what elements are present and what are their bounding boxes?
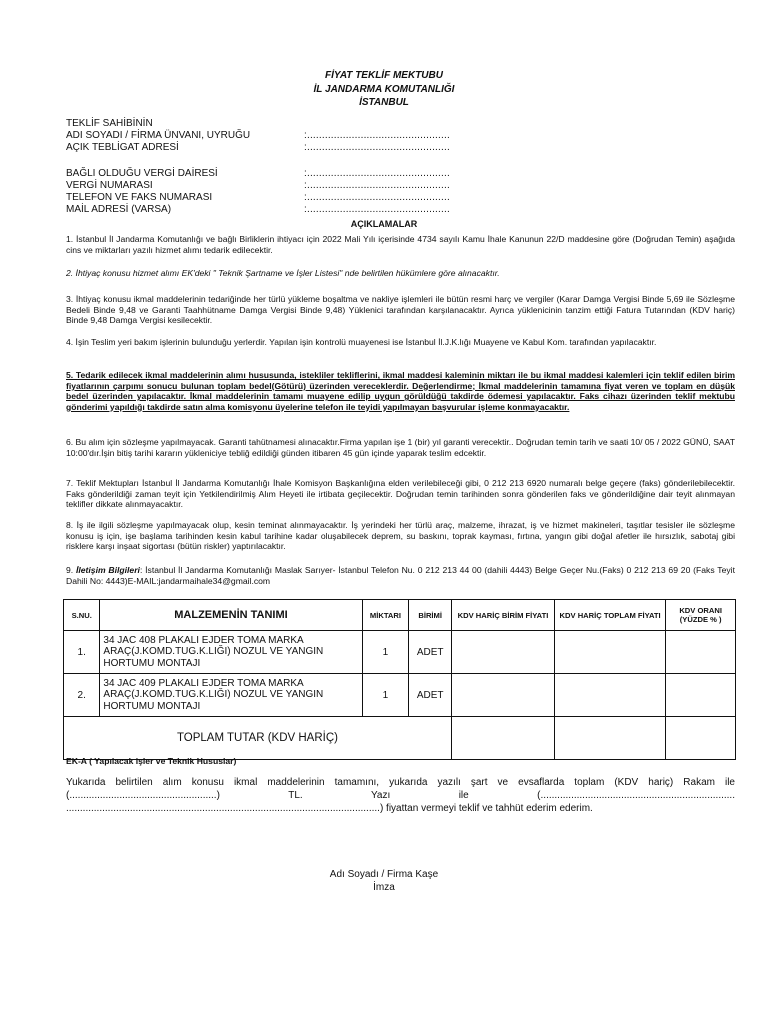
col-header-quantity: MİKTARI [362,600,409,631]
row-unit: ADET [409,631,452,674]
row-unit: ADET [409,674,452,717]
row-unit-price[interactable] [451,631,554,674]
contact-info-label: İletişim Bilgileri [75,565,140,575]
paragraph-8: 8. İş ile ilgili sözleşme yapılmayacak olup, kesin teminat alınmayacaktır. İş yerindeki her türlü araç, malzeme, ihrazat, iş ve hizmet makineleri, taşıtlar tesisler ile sözleşme konusu iş için, işe başlama tarihinden kesin kabul tarihine kadar oluşabilecek deprem, su baskını, toprak kayması, fırtına, yangın gibi doğal afetler ile hırsızlık, sabotaj gibi risklere karşı inşaat sigortası (bütün riskler) yaptırılacaktır. [66,520,735,552]
paragraph-9 [66,565,735,586]
paragraph-2: 2. İhtiyaç konusu hizmet alımı EK'deki " Teknik Şartname ve İşler Listesi" nde belirtilen hükümlere göre alınacaktır. [66,268,500,278]
paragraph-7: 7. Teklif Mektupları İstanbul İl Jandarma Komutanlığı İhale Komisyon Başkanlığına elden verilebileceği gibi, 0 212 213 6920 numaralı belge geçere (faks) gönderilebilecektir. Faks gönderildiği zaman teyit için Yetkilendirilmiş Alım Heyeti ile irtibata geçilecektir. Doğrudan temin tarihinden sonra gönderilen faks ve gönderildiğine dair teyit alınmayan teklifler dikkate alınmayacaktır. [66,478,735,510]
signature-label: İmza [373,882,395,893]
authority-name: İL JANDARMA KOMUTANLIĞI [313,84,455,95]
row-description: 34 JAC 408 PLAKALI EJDER TOMA MARKA ARAÇ(J.KOMD.TUG.K.LIĞI) NOZUL VE YANGIN HORTUMU MONTAJI [100,631,362,674]
document-title: FİYAT TEKLİF MEKTUBU [325,70,443,81]
sender-address-label: AÇIK TEBLİGAT ADRESİ [66,142,179,153]
annex-a-note: EK-A ( Yapılacak işler ve Teknik Hususlar) [66,756,237,766]
tax-office-label: BAĞLI OLDUĞU VERGİ DAİRESİ [66,168,218,179]
total-price-cell[interactable] [554,717,665,760]
table-header-row [64,600,736,631]
row-total-price[interactable] [554,631,665,674]
paragraph-4: 4. İşin Teslim yeri bakım işlerinin bulunduğu yerlerdir. Yapılan işin kontrolü muayenesi ise İstanbul İl.J.K.lığı Muayene ve Kabul Kom. tarafından yapılacaktır. [66,337,657,347]
col-header-unit: BİRİMİ [409,600,452,631]
tax-number-field[interactable]: :................................................ [304,180,450,191]
mail-address-field[interactable]: :................................................ [304,204,450,215]
sender-address-field[interactable]: :................................................ [304,142,450,153]
authority-city: İSTANBUL [359,97,409,108]
paragraph-3: 3. İhtiyaç konusu ikmal maddelerinin tedariğinde her türlü yükleme boşaltma ve nakliye işlemleri ile bütün resmi harç ve vergiler (Karar Damga Vergisi Binde 5,69 ile Sözleşme Bedeli Binde 9,48 ve Garanti Taahhütname Damga Vergisi Binde 9,48) Yüklenici tarafından karşılanacaktır. Ayrıca yüklenicinin tanzim ettiği Fatura Tutarından (KDV hariç) Binde 9,48 Damga Vergisi kesilecektir. [66,294,735,326]
paragraph-9-number: 9. [66,565,76,575]
table-total-row [64,717,736,760]
sender-heading: TEKLİF SAHİBİNİN [66,118,153,129]
col-header-vat-rate: KDV ORANI (YÜZDE % ) [666,600,736,631]
phone-fax-field[interactable]: :................................................ [304,192,450,203]
offer-statement: Yukarıda belirtilen alım konusu ikmal maddelerinin tamamını, yukarıda yazılı şart ve evsaflarda toplam (KDV hariç) Rakam ile (.....................................................) TL. Yazı ile (...................................................................... .................................................................................................................) fiyattan vermeyi teklif ve tahhüt ederim ederim. [66,777,735,814]
table-row [64,631,736,674]
contact-info-text: : İstanbul İl Jandarma Komutanlığı Maslak Sarıyer- İstanbul Telefon Nu. 0 212 213 44 00 (dahili 4443) Belge Geçer Nu.(Faks) 0 212 213 69 20 (Faks Teyit Dahili No: 4443)E-MAIL:jandarmaihale34@gmail.com [66,565,735,586]
row-quantity: 1 [362,631,409,674]
row-description: 34 JAC 409 PLAKALI EJDER TOMA MARKA ARAÇ(J.KOMD.TUG.K.LIĞI) NOZUL VE YANGIN HORTUMU MONTAJI [100,674,362,717]
sender-name-label: ADI SOYADI / FİRMA ÜNVANI, UYRUĞU [66,130,251,141]
paragraph-6: 6. Bu alım için sözleşme yapılmayacak. Garanti tahütnamesi alınacaktır.Firma yapılan işe 1 (bir) yıl garanti verecektir.. Doğrudan temin tarih ve saati 10/ 05 / 2022 GÜNÜ, SAAT 10:00'dır.İşin bitiş tarihi kararın yükleniciye tebliğ edildiği günden itibaren 45 gün içinde yaparak teslim edcektir. [66,437,736,458]
col-header-description: MALZEMENİN TANIMI [100,600,362,631]
row-number: 1. [64,631,100,674]
total-unit-price-cell[interactable] [451,717,554,760]
paragraph-1: 1. İstanbul İl Jandarma Komutanlığı ve bağlı Birliklerin ihtiyacı için 2022 Mali Yılı içerisinde 4734 sayılı Kamu İhale Kanunun 22/D maddesine göre (Doğrudan Temin) aşağıda cins ve miktarları yazılı hizmet alımı tedarik edilecektir. [66,234,735,255]
row-total-price[interactable] [554,674,665,717]
row-vat-rate[interactable] [666,631,736,674]
mail-address-label: MAİL ADRESİ (VARSA) [66,204,172,215]
col-header-unit-price: KDV HARİÇ BİRİM FİYATI [451,600,554,631]
row-vat-rate[interactable] [666,674,736,717]
col-header-total-price: KDV HARİÇ TOPLAM FİYATI [554,600,665,631]
col-header-no: S.NU. [64,600,100,631]
row-number: 2. [64,674,100,717]
tax-number-label: VERGİ NUMARASI [66,180,153,191]
total-vat-cell[interactable] [666,717,736,760]
signature-name-label: Adı Soyadı / Firma Kaşe [329,869,439,880]
row-unit-price[interactable] [451,674,554,717]
phone-fax-label: TELEFON VE FAKS NUMARASI [66,192,213,203]
table-row [64,674,736,717]
explanations-heading: AÇIKLAMALAR [350,219,418,229]
tax-office-field[interactable]: :................................................ [304,168,450,179]
total-label: TOPLAM TUTAR (KDV HARİÇ) [64,717,452,760]
items-table [63,599,736,760]
row-quantity: 1 [362,674,409,717]
sender-name-field[interactable]: :................................................ [304,130,450,141]
paragraph-5: 5. Tedarik edilecek ikmal maddelerinin alımı hususunda, istekliler tekliflerini, ikmal maddesi kaleminin miktarı ile bu ikmal maddesi kalemleri için teklif edilen birim fiyatlarının çarpımı sonucu bulunan toplam bedel(Götürü) üzerinden vereceklerdir. Değerlendirme; İkmal maddelerinin tamamına fiyat veren ve toplam en düşük bedel üzerinden yapılacaktır. İkmal maddelerinin tamamı muayene edilip uygun görüldüğü takdirde ödemesi yapılacaktır. Faks cihazı üzerinden teklif mektubu gönderimi yapıldığı takdirde satın alma komisyonu üyelerine telefon ile teyidi yapılmayan başvurular işleme konmayacaktır. [66,370,735,412]
